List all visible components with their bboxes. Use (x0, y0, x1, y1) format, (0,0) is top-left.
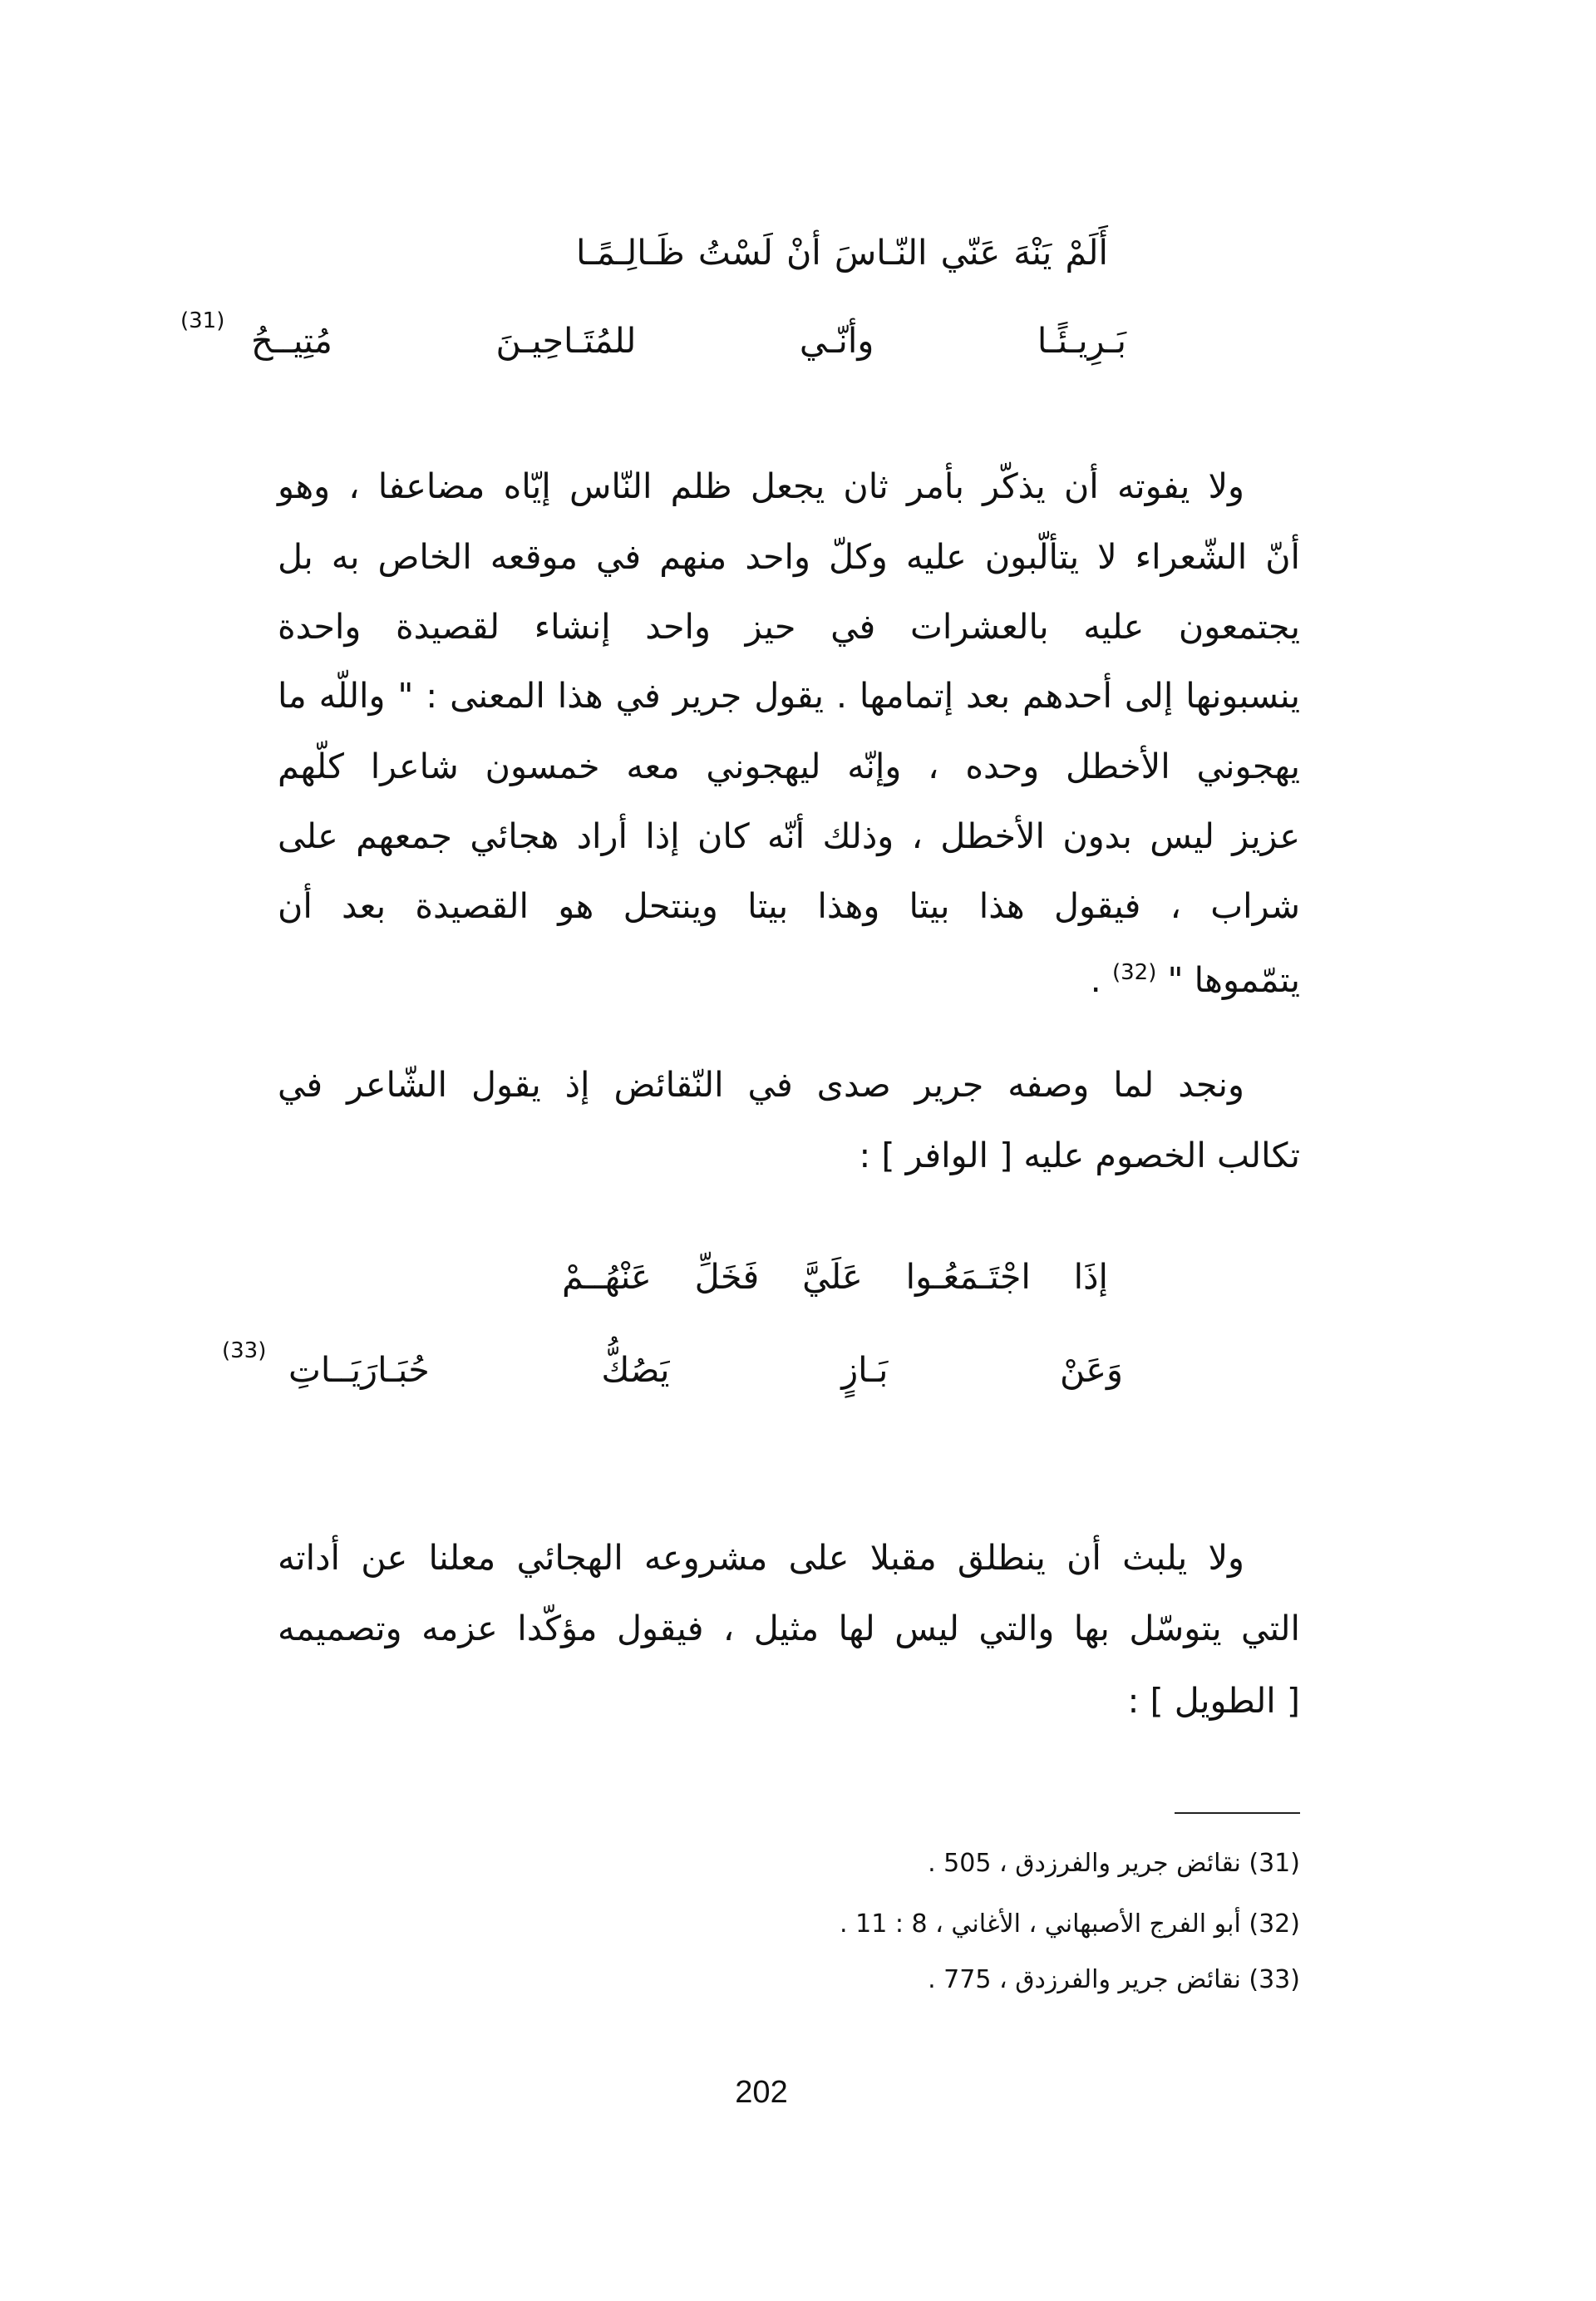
paragraph-line-text: ولا يلبث أن ينطلق مقبلا على مشروعه الهجائي معلنا عن أداته (278, 1538, 1244, 1578)
paragraph-line-text: شراب ، فيقول هذا بيتا وهذا بيتا وينتحل هو القصيدة بعد أن (278, 886, 1300, 926)
paragraph-line (278, 803, 1300, 870)
footnote: (32) أبو الفرج الأصبهاني ، الأغاني ، 8 : 11 . (840, 1909, 1300, 1939)
paragraph-line (278, 453, 1244, 520)
paragraph-line-text: التي يتوسّل بها والتي ليس لها مثيل ، فيقول مؤكّدا عزمه وتصميمه (278, 1609, 1300, 1648)
paragraph-line (278, 594, 1300, 660)
footnote: (33) نقائض جرير والفرزدق ، 775 . (928, 1965, 1300, 1994)
footnote-ref-32: (32) (1111, 960, 1157, 986)
paragraph-last-line (278, 1668, 1300, 1734)
paragraph-line (278, 524, 1300, 590)
paragraph-line-text: يهجوني الأخطل وحده ، وإنّه ليهجوني معه خمسون شاعرا كلّهم (278, 746, 1300, 786)
paragraph-line-text: ينسبونها إلى أحدهم بعد إتمامها . يقول جرير في هذا المعنى : " واللّه ما (278, 676, 1300, 716)
paragraph-line (278, 1052, 1244, 1118)
paragraph-line (278, 1525, 1244, 1591)
paragraph-line (278, 733, 1300, 800)
paragraph-line (278, 663, 1300, 729)
verse-hemistich-1 (576, 219, 1108, 286)
paragraph-last-line (278, 947, 1300, 1013)
paragraph-line-text: ولا يفوته أن يذكّر بأمر ثان يجعل ظلم النّاس إيّاه مضاعفا ، وهو (278, 466, 1244, 506)
paragraph-line-text: ونجد لما وصفه جرير صدى في النّقائض إذ يقول الشّاعر في (278, 1065, 1244, 1105)
footnote: (31) نقائض جرير والفرزدق ، 505 . (928, 1849, 1300, 1878)
verse-hemistich-2 (288, 1337, 1123, 1403)
paragraph-line-text: عزيز ليس بدون الأخطل ، وذلك أنّه كان إذا أراد هجائي جمعهم على (278, 816, 1300, 856)
footnote-separator (1175, 1812, 1300, 1814)
footnote-ref-33: (33) (222, 1338, 267, 1363)
verse-hemistich-text: بَـرِيـئًـا وأنّـي للمُتَـاحِيـنَ مُتِيــحُ (251, 321, 1126, 361)
paragraph-line-text: يجتمعون عليه بالعشرات في حيز واحد إنشاء لقصيدة واحدة (278, 607, 1300, 647)
footnote-ref-31: (31) (180, 308, 225, 333)
verse-hemistich-text: أَلَمْ يَنْهَ عَنّي النّـاسَ أنْ لَسْتُ ظَـالِـمًـا (576, 233, 1108, 273)
paragraph-line-text: تكالب الخصوم عليه [ الوافر ] : (859, 1136, 1300, 1175)
paragraph-last-line (278, 1122, 1300, 1189)
paragraph-line-text: أنّ الشّعراء لا يتألّبون عليه وكلّ واحد منهم في موقعه الخاص به بل (278, 537, 1300, 577)
paragraph-line-text: يتمّموها " (1156, 960, 1300, 1000)
verse-hemistich-text: إذَا اجْتَـمَعُـوا عَلَيَّ فَخَلِّ عَنْهُــمْ (562, 1257, 1108, 1297)
paragraph-line (278, 873, 1300, 939)
verse-hemistich-1 (562, 1244, 1108, 1310)
verse-hemistich-text: وَعَنْ بَـازٍ يَصُكُّ حُبَـارَيَــاتِ (288, 1350, 1123, 1390)
verse-hemistich-2 (251, 308, 1126, 374)
paragraph-line-text: [ الطويل ] : (1127, 1681, 1300, 1721)
paragraph-line-tail: . (1090, 960, 1112, 1000)
paragraph-line (278, 1595, 1300, 1662)
page-number: 202 (735, 2075, 788, 2110)
